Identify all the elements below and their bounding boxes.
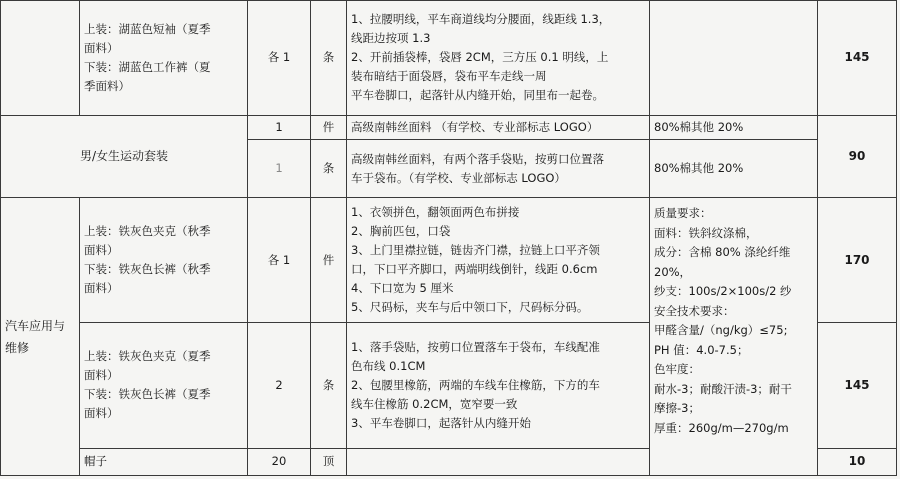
material-cell (650, 1, 818, 116)
item-description: 上装：铁灰色夹克（秋季 面料） 下装：铁灰色长裤（秋季 面料） (80, 198, 248, 323)
quantity: 各 1 (248, 1, 311, 116)
unit: 件 (311, 115, 347, 139)
table-row (1, 115, 897, 139)
craft-requirements: 高级南韩丝面料，有两个落手袋贴，按剪口位置落 车于袋布。（有学校、专业部标志 LOGO） (347, 139, 650, 197)
price: 145 (818, 1, 897, 116)
unit: 条 (311, 1, 347, 116)
item-description: 帽子 (80, 448, 248, 475)
craft-requirements: 1、落手袋贴，按剪口位置落车于袋布，车线配准 色布线 0.1CM 2、包腰里橡筋，两端的车线车住橡筋，下方的车 线车住橡筋 0.2CM，宽窄要一致 3、平车卷脚口，起落针从内缝开始 (347, 323, 650, 449)
quantity: 20 (248, 448, 311, 475)
table-row (1, 198, 897, 323)
craft-requirements (347, 448, 650, 475)
price: 10 (818, 448, 897, 475)
quantity: 各 1 (248, 198, 311, 323)
craft-requirements: 1、衣领拼色，翻领面两色布拼接 2、胸前匹包，口袋 3、上门里襟拉链，链齿齐门襟，拉链上口平齐领 口，下口平齐脚口，两端明线倒针，线距 0.6cm 4、下口宽为 5 厘米 5、尺码标，夹车与后中领口下，尺码标分码。 (347, 198, 650, 323)
price: 170 (818, 198, 897, 323)
price: 145 (818, 323, 897, 449)
table-row (1, 1, 897, 116)
material: 80%棉其他 20% (650, 139, 818, 197)
quantity: 1 (248, 139, 311, 197)
quality-requirements: 质量要求： 面料：铁斜纹涤棉， 成分：含棉 80% 涤纶纤维 20%， 纱支：100s/2×100s/2 纱 安全技术要求： 甲醛含量/（ng/kg）≤75; PH 值：4.0-7.5； 色牢度： 耐水-3；耐酸汗渍-3；耐干 摩擦-3； 厚重：260g/m—270g/m (650, 198, 818, 476)
department-name: 汽车应用与 维修 (1, 198, 80, 476)
quantity: 2 (248, 323, 311, 449)
item-description: 上装：湖蓝色短袖（夏季 面料） 下装：湖蓝色工作裤（夏 季面料） (80, 1, 248, 116)
craft-requirements: 1、拉腰明线，平车商道线均分腰面，线距线 1.3， 线距边按项 1.3 2、开前插袋棒，袋唇 2CM，三方压 0.1 明线，上 装布暗结于面袋唇，袋布平车走线一周 平车卷脚口，起落针从内缝开始，同里布一起卷。 (347, 1, 650, 116)
material: 80%棉其他 20% (650, 115, 818, 139)
unit: 条 (311, 323, 347, 449)
price: 90 (818, 115, 897, 198)
craft-requirements: 高级南韩丝面料 （有学校、专业部标志 LOGO） (347, 115, 650, 139)
unit: 条 (311, 139, 347, 197)
item-description: 上装：铁灰色夹克（夏季 面料） 下装：铁灰色长裤（夏季 面料） (80, 323, 248, 449)
quantity: 1 (248, 115, 311, 139)
dept-cell (1, 1, 80, 116)
unit: 件 (311, 198, 347, 323)
group-name: 男/女生运动套装 (1, 115, 248, 198)
unit: 顶 (311, 448, 347, 475)
